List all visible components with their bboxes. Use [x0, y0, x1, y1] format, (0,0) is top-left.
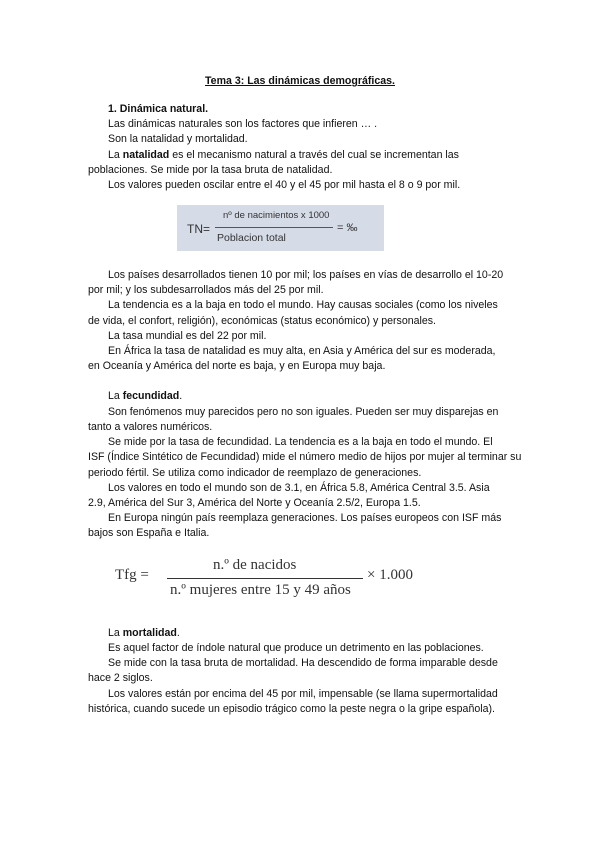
formula-tasa-natalidad — [177, 205, 384, 251]
formula-tasa-fecundidad — [115, 553, 425, 603]
text: es el mecanismo natural a través del cual se incrementan las — [169, 149, 459, 161]
paragraph-line: La tasa mundial es del 22 por mil. — [108, 330, 267, 342]
text: La — [108, 149, 123, 161]
paragraph-line: Los valores están por encima del 45 por mil, impensable (se llama supermortalidad — [108, 688, 498, 700]
formula-lhs: Tfg = — [115, 567, 149, 583]
text: La — [108, 390, 123, 402]
paragraph-line: bajos son España e Italia. — [88, 527, 210, 539]
section-heading-fecundidad — [108, 389, 182, 403]
paragraph-line: 2.9, América del Sur 3, América del Norte y Oceanía 2.5/2, Europa 1.5. — [88, 497, 421, 509]
paragraph-line: periodo fértil. Se utiliza como indicador de reemplazo de generaciones. — [88, 467, 422, 479]
formula-denominator: Poblacion total — [217, 232, 286, 244]
paragraph-line: Son fenómenos muy parecidos pero no son iguales. Pueden ser muy disparejas en — [108, 406, 499, 418]
paragraph-line: hace 2 siglos. — [88, 672, 153, 684]
paragraph-line: ISF (Índice Sintético de Fecundidad) mide el número medio de hijos por mujer al terminar su — [88, 451, 522, 463]
formula-numerator: n.º de nacidos — [213, 557, 297, 573]
formula-rhs: × 1.000 — [367, 567, 413, 583]
paragraph-line: Las dinámicas naturales son los factores que infieren … . — [108, 118, 378, 130]
formula-rhs: = ‰ — [337, 222, 358, 234]
paragraph-line: Los países desarrollados tienen 10 por mil; los países en vías de desarrollo el 10-20 — [108, 269, 504, 281]
paragraph-line: Los valores pueden oscilar entre el 40 y el 45 por mil hasta el 8 o 9 por mil. — [108, 179, 461, 191]
formula-numerator: nº de nacimientos x 1000 — [223, 210, 330, 221]
term-fecundidad: fecundidad — [122, 390, 180, 402]
paragraph-line: tanto a valores numéricos. — [88, 421, 213, 433]
paragraph-line: en Oceanía y América del norte es baja, y en Europa muy baja. — [88, 360, 386, 372]
formula-lhs: TN= — [187, 222, 211, 236]
text: . — [176, 627, 180, 639]
paragraph-line: La tendencia es a la baja en todo el mundo. Hay causas sociales (como los niveles — [108, 299, 498, 311]
fraction-bar — [215, 227, 333, 228]
fraction-bar — [167, 578, 363, 579]
term-mortalidad: mortalidad — [122, 627, 177, 639]
formula-denominator: n.º mujeres entre 15 y 49 años — [170, 582, 351, 598]
paragraph-line: En África la tasa de natalidad es muy alta, en Asia y América del sur es moderada, — [108, 345, 496, 357]
paragraph-line: Se mide por la tasa de fecundidad. La tendencia es a la baja en todo el mundo. El — [108, 436, 493, 448]
paragraph-line: por mil; y los subdesarrollados más del 25 por mil. — [88, 284, 324, 296]
paragraph-line: poblaciones. Se mide por la tasa bruta de natalidad. — [88, 164, 333, 176]
term-natalidad: natalidad — [122, 149, 170, 161]
paragraph-line: Son la natalidad y mortalidad. — [108, 133, 248, 145]
text: La — [108, 627, 123, 639]
paragraph-line: histórica, cuando sucede un episodio trágico como la peste negra o la gripe española). — [88, 703, 495, 715]
paragraph-line: Los valores en todo el mundo son de 3.1, en África 5.8, América Central 3.5. Asia — [108, 482, 490, 494]
page-title: Tema 3: Las dinámicas demográficas. — [205, 75, 395, 87]
section-heading-dinamica-natural: 1. Dinámica natural. — [108, 103, 209, 115]
paragraph-line: Es aquel factor de índole natural que produce un detrimento en las poblaciones. — [108, 642, 484, 654]
section-heading-mortalidad — [108, 626, 180, 640]
paragraph-line-natalidad — [108, 148, 459, 162]
paragraph-line: de vida, el confort, religión), económicas (status económico) y personales. — [88, 315, 436, 327]
text: . — [179, 390, 183, 402]
paragraph-line: En Europa ningún país reemplaza generaciones. Los países europeos con ISF más — [108, 512, 502, 524]
paragraph-line: Se mide con la tasa bruta de mortalidad. Ha descendido de forma imparable desde — [108, 657, 498, 669]
